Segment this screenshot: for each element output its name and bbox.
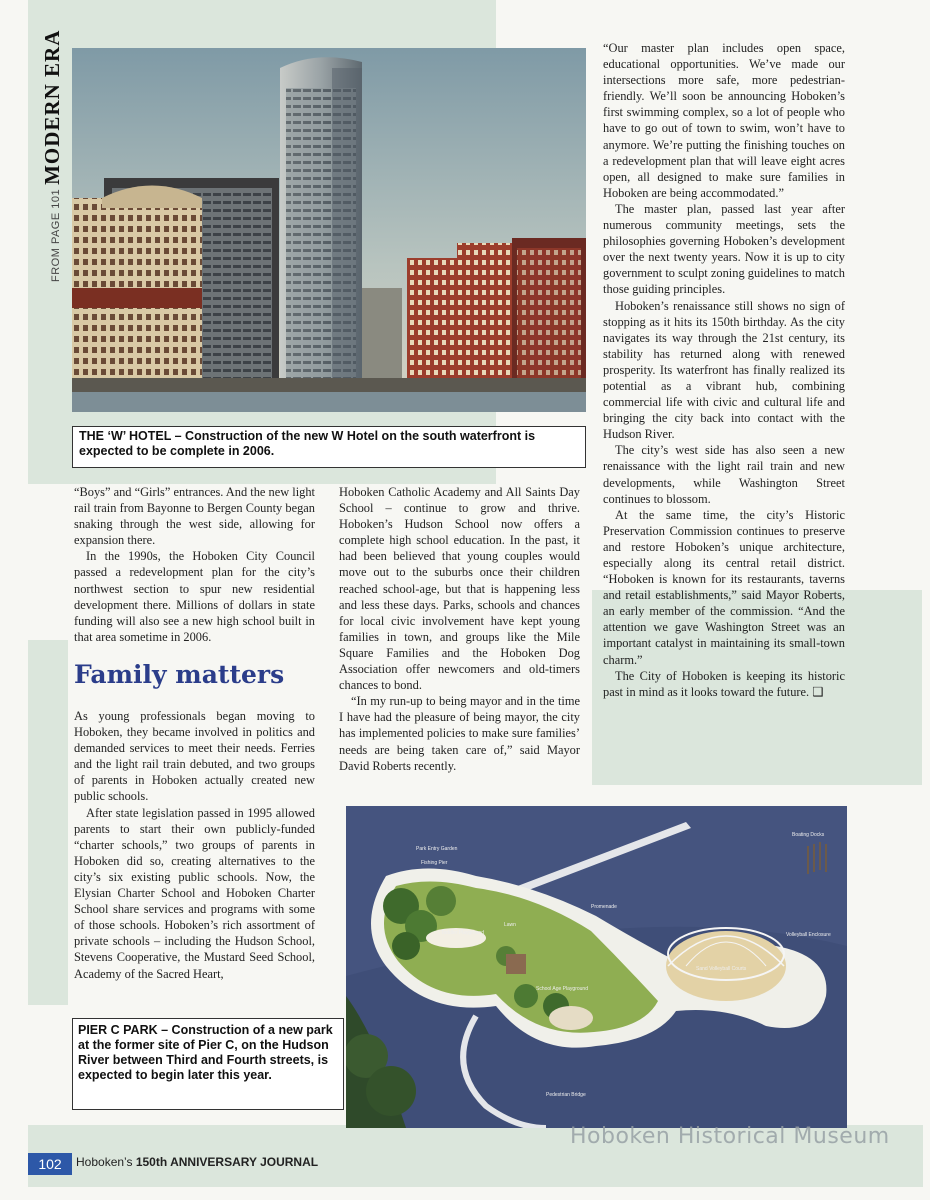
paragraph: “Boys” and “Girls” entrances. And the new light rail train from Bayonne to Bergen County began snaking through the west side, allowing for expansion there. (74, 485, 315, 548)
paragraph: “In my run-up to being mayor and in the time I have had the pleasure of being mayor, the city has implemented policies to make sure families’ needs are being taken care of,” said Mayor David Roberts recently. (339, 694, 580, 773)
paragraph: In the 1990s, the Hoboken City Council passed a redevelopment plan for the city’s northwest section to spur new residential development there. Millions of dollars in state funding will also see a new high school built in that area sometime in 2006. (74, 549, 315, 644)
label-school-playground: School Age Playground (536, 986, 588, 992)
column-1-bottom (74, 708, 315, 982)
pier-c-caption-title: PIER C PARK (78, 1023, 158, 1037)
paragraph: Hoboken’s renaissance still shows no sign of stopping as it hits its 150th birthday. As the city navigates its way through the 21st century, its stability has returned along with renewed prosperity. Its waterfront has finally realized its potential as a vibrant hub, combining commercial life with civic and cultural life and bringing the city back into contact with the Hudson River. (603, 298, 845, 442)
column-2 (339, 484, 580, 774)
side-label-small: FROM PAGE 101 (50, 188, 62, 282)
column-1-top (74, 484, 315, 645)
label-volleyball-courts: Sand Volleyball Courts (696, 966, 747, 972)
pier-c-caption (72, 1018, 344, 1110)
journal-prefix: Hoboken’s (76, 1155, 136, 1169)
w-hotel-caption-title: THE ‘W’ HOTEL (79, 429, 172, 443)
journal-title (76, 1155, 318, 1169)
paragraph: The City of Hoboken is keeping its historic past in mind as it looks toward the future. ❑ (603, 668, 845, 699)
pier-c-park-rendering (346, 806, 847, 1128)
side-label (40, 29, 70, 282)
label-park-entry: Park Entry Garden (416, 846, 458, 852)
w-hotel-caption-text: – Construction of the new W Hotel on the south waterfront is expected to be complete in 2006. (79, 429, 536, 458)
w-hotel-image (72, 48, 586, 412)
bg-tint-left (28, 640, 68, 1005)
label-fishing-pier: Fishing Pier (421, 860, 448, 866)
paragraph: As young professionals began moving to Hoboken, they became involved in politics and demanded services to meet their needs. Ferries and the light rail train debuted, and two groups of parents in Hoboken actually created new public schools. (74, 709, 315, 804)
paragraph: After state legislation passed in 1995 allowed parents to start their own publicly-funded “charter schools,” two groups of parents in Hoboken did so, creating alternatives to the city’s six existing public schools. Now, the Elysian Charter School and Hoboken Charter School share services and programs with some of those schools. Hoboken’s rich assortment of private schools – including the Hudson School, Stevens Cooperative, the Mustard Seed School, Academy of the Sacred Heart, (74, 805, 315, 981)
label-volleyball-enclosure: Volleyball Enclosure (786, 932, 831, 938)
pier-c-caption-text: – Construction of a new park at the former site of Pier C, on the Hudson River between Third and Fourth streets, is expected to begin later this year. (78, 1023, 333, 1082)
section-heading: Family matters (74, 660, 285, 689)
paragraph: The master plan, passed last year after numerous community meetings, sets the philosophies governing Hoboken’s development over the next twenty years. Now it is up to city government to sculpt zoning guidelines to match those guiding principles. (603, 201, 845, 297)
watermark: Hoboken Historical Museum (570, 1124, 890, 1149)
paragraph: “Our master plan includes open space, educational opportunities. We’ve made our intersections more safe, more pedestrian-friendly. We’ll soon be announcing Hoboken’s first swimming complex, so a lot of people who have to go out of town to swim, won’t have to anymore. We’re putting the finishing touches on a redevelopment plan that will leave eight acres open, all designed to make sure families in Hoboken are being accommodated.” (603, 41, 845, 200)
w-hotel-photo (72, 48, 586, 412)
w-hotel-caption (72, 426, 586, 468)
page-number: 102 (28, 1153, 72, 1175)
journal-bold: 150th ANNIVERSARY JOURNAL (135, 1155, 319, 1169)
column-3 (603, 40, 845, 700)
side-label-big: MODERN ERA (40, 29, 64, 185)
paragraph: The city’s west side has also seen a new renaissance with the light rail train and new developments, while Washington Street continues to blossom. (603, 443, 845, 506)
label-pedestrian-bridge: Pedestrian Bridge (546, 1092, 586, 1098)
label-boating-docks: Boating Docks (792, 832, 825, 838)
paragraph: Hoboken Catholic Academy and All Saints Day School – continue to grow and thrive. Hoboken’s Hudson School now offers a complete high school education. In the past, it had been believed that young couples would move out to the suburbs once their children reached school-age, but that is happening less and less these days. Parks, schools and chances for local civic involvement have kept young families in town, and groups like the Mile Square Families and the Hoboken Dog Association offer newcomers and old-timers chances to bond. (339, 485, 580, 693)
pier-c-park-image (346, 806, 847, 1128)
label-lawn: Lawn (504, 922, 516, 928)
label-promenade: Promenade (591, 904, 617, 910)
paragraph: At the same time, the city’s Historic Preservation Commission continues to preserve and restore Hoboken’s unique architecture, especially along its central retail district. “Hoboken is known for its restaurants, taverns and retail establishments,” said Mayor Roberts, an early member of the commission. “And the attention we gave Washington Street was an important catalyst in maintaining its small-town charm.” (603, 507, 845, 667)
label-toddler-playground: Toddler Playground (441, 930, 485, 936)
